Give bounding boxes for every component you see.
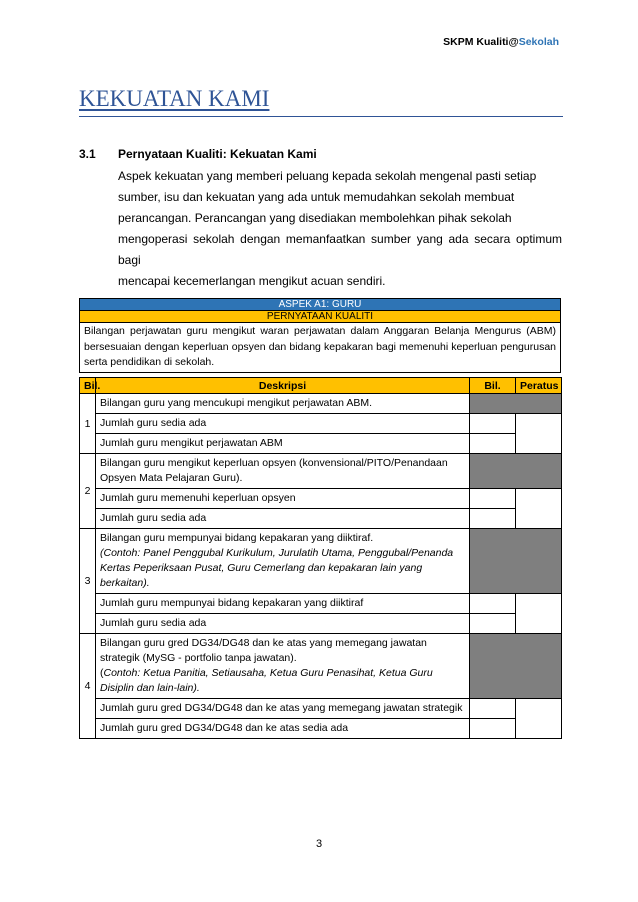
indicator-description: Bilangan guru mengikut keperluan opsyen (konvensional/PITO/Penandaan Opsyen Mata Pelajaran Guru). (96, 454, 470, 489)
example-open-paren: ( (100, 667, 104, 679)
paragraph-line: sumber, isu dan kekuatan yang ada untuk memudahkan sekolah membuat (118, 190, 515, 204)
header-bil: Bil. (80, 378, 96, 394)
shaded-cell (470, 454, 562, 489)
percent-cell[interactable] (516, 594, 562, 634)
count-input[interactable] (470, 594, 516, 614)
count-input[interactable] (470, 434, 516, 454)
count-label: Jumlah guru mengikut perjawatan ABM (96, 434, 470, 454)
table-row (80, 434, 562, 454)
percent-cell[interactable] (516, 489, 562, 529)
title-divider (79, 116, 563, 117)
header-brand-suffix: Sekolah (518, 36, 559, 48)
paragraph-line: Aspek kekuatan yang memberi peluang kepada sekolah mengenal pasti setiap (118, 169, 537, 183)
count-input[interactable] (470, 509, 516, 529)
section-heading: Pernyataan Kualiti: Kekuatan Kami (118, 147, 317, 161)
count-input[interactable] (470, 719, 516, 739)
table-row (80, 594, 562, 614)
table-row (80, 634, 562, 699)
indicator-table (79, 377, 562, 739)
count-input[interactable] (470, 414, 516, 434)
page-header (443, 36, 559, 48)
table-row (80, 614, 562, 634)
table-row (80, 394, 562, 414)
header-bilangan: Bil. (470, 378, 516, 394)
group-number: 4 (80, 634, 96, 739)
count-label: Jumlah guru mempunyai bidang kepakaran yang diiktiraf (96, 594, 470, 614)
count-label: Jumlah guru gred DG34/DG48 dan ke atas yang memegang jawatan strategik (96, 699, 470, 719)
count-input[interactable] (470, 699, 516, 719)
table-header-row (80, 378, 562, 394)
percent-cell[interactable] (516, 699, 562, 739)
shaded-cell (470, 394, 562, 414)
count-label: Jumlah guru gred DG34/DG48 dan ke atas sedia ada (96, 719, 470, 739)
table-row (80, 699, 562, 719)
percent-cell[interactable] (516, 414, 562, 454)
header-peratus: Peratus (516, 378, 562, 394)
group-number: 1 (80, 394, 96, 454)
indicator-description: Bilangan guru yang mencukupi mengikut perjawatan ABM. (96, 394, 470, 414)
header-deskripsi: Deskripsi (96, 378, 470, 394)
indicator-main-text: Bilangan guru mempunyai bidang kepakaran yang diiktiraf. (100, 532, 374, 544)
table-row (80, 489, 562, 509)
header-brand-prefix: SKPM Kualiti@ (443, 36, 519, 48)
indicator-main-text: Bilangan guru gred DG34/DG48 dan ke atas yang memegang jawatan strategik (MySG - portfolio tanpa jawatan). (100, 637, 427, 664)
paragraph-line: mengoperasi sekolah dengan memanfaatkan sumber yang ada secara optimum bagi (118, 232, 562, 267)
group-number: 2 (80, 454, 96, 529)
indicator-example: (Contoh: Panel Penggubal Kurikulum, Jurulatih Utama, Penggubal/Penanda Kertas Peperiksaan Pusat, Guru Cemerlang dan kepakaran lain yang berkaitan). (100, 547, 454, 589)
paragraph-line: perancangan. Perancangan yang disediakan membolehkan pihak sekolah (118, 211, 512, 225)
table-row (80, 719, 562, 739)
count-label: Jumlah guru sedia ada (96, 509, 470, 529)
indicator-description (96, 634, 470, 699)
shaded-cell (470, 634, 562, 699)
table-row (80, 414, 562, 434)
indicator-example: Contoh: Ketua Panitia, Setiausaha, Ketua Guru Penasihat, Ketua Guru Disiplin dan lain-lain). (100, 667, 433, 694)
count-input[interactable] (470, 489, 516, 509)
page-number: 3 (315, 838, 323, 850)
shaded-cell (470, 529, 562, 594)
section-paragraph (118, 166, 562, 292)
count-label: Jumlah guru memenuhi keperluan opsyen (96, 489, 470, 509)
aspect-table (79, 298, 561, 373)
table-row (80, 529, 562, 594)
count-label: Jumlah guru sedia ada (96, 614, 470, 634)
table-row (80, 509, 562, 529)
aspect-label: ASPEK A1: GURU (80, 299, 561, 311)
count-input[interactable] (470, 614, 516, 634)
page-title: KEKUATAN KAMI (79, 86, 270, 111)
indicator-description (96, 529, 470, 594)
count-label: Jumlah guru sedia ada (96, 414, 470, 434)
quality-statement: Bilangan perjawatan guru mengikut waran perjawatan dalam Anggaran Belanja Mengurus (ABM) bersesuaian dengan keperluan opsyen dan bidang kepakaran bagi memenuhi keperluan pengurusan serta pendidikan di sekolah. (80, 323, 561, 373)
table-row (80, 454, 562, 489)
paragraph-line: mencapai kecemerlangan mengikut acuan sendiri. (118, 274, 386, 288)
group-number: 3 (80, 529, 96, 634)
section-number: 3.1 (79, 147, 96, 161)
quality-statement-heading: PERNYATAAN KUALITI (80, 311, 561, 323)
